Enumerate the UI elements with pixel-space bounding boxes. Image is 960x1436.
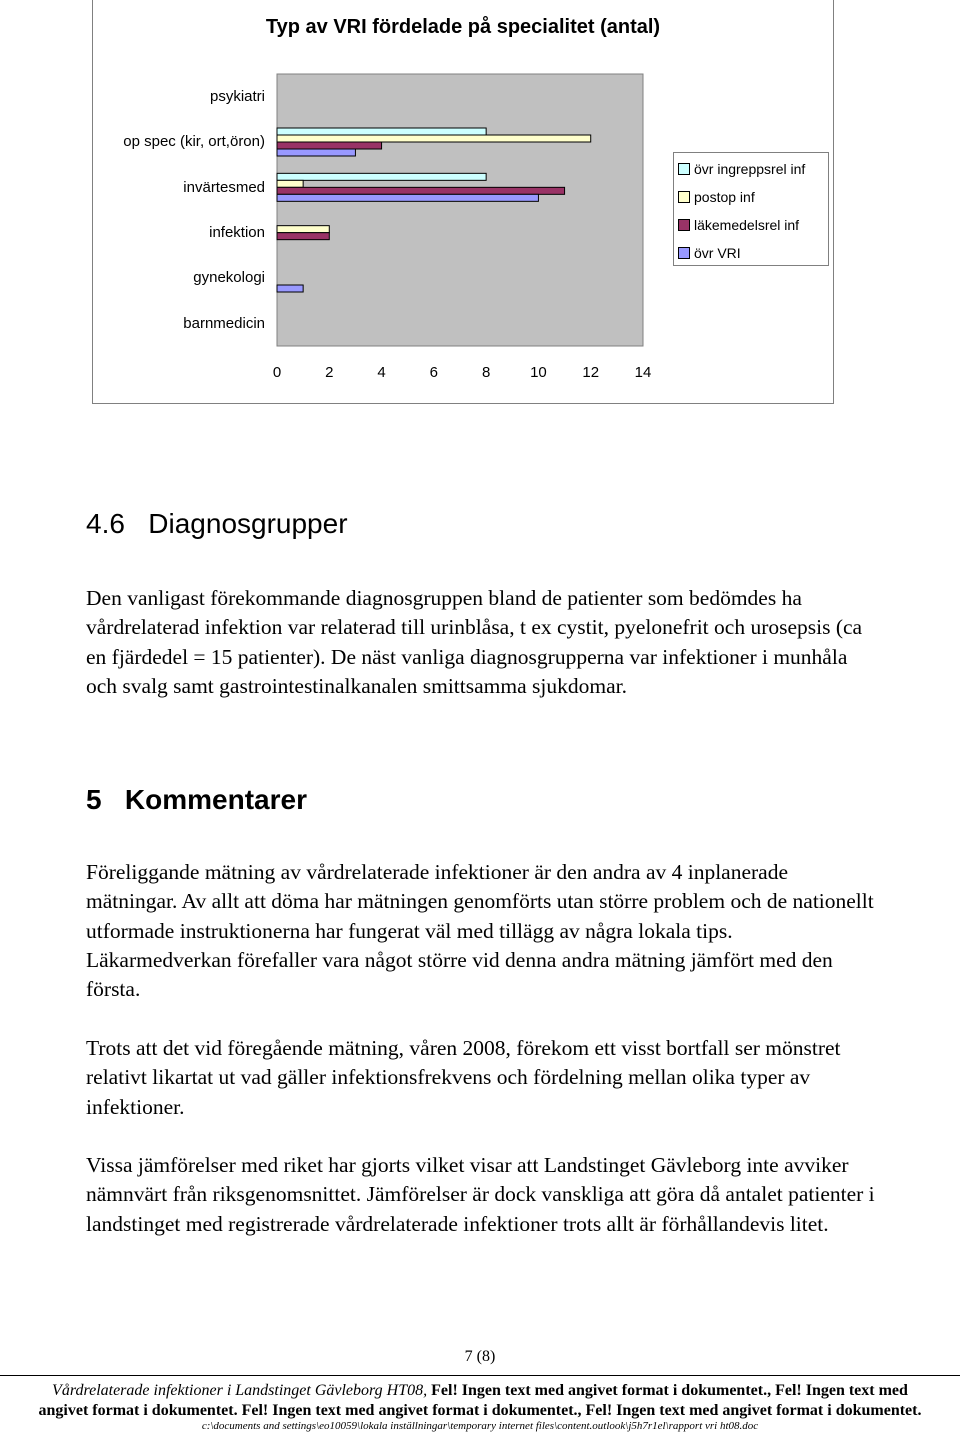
- legend-swatch: [678, 247, 690, 259]
- category-label: psykiatri: [209, 88, 265, 105]
- section-title: Kommentarer: [124, 784, 307, 815]
- legend-swatch: [678, 219, 690, 231]
- paragraph-kommentarer-1: Föreliggande mätning av vårdrelaterade infektioner är den andra av 4 inplanerade mätningar. Av allt att döma har mätningen genomförts utan större problem och de nationellt utformade instruktionerna har fungerat väl med tillägg av några lokala tips. Läkarmedverkan förefaller vara något större vid denna andra mätning jämfört med den första.: [86, 860, 874, 1002]
- footer-error-text-2: angivet format i dokumentet. Fel! Ingen text med angivet format i dokumentet., Fel! Ingen text med angivet format i dokumentet.: [38, 1402, 922, 1419]
- footer-document-title: Vårdrelaterade infektioner i Landstinget Gävleborg HT08,: [52, 1382, 432, 1399]
- bar-1-0: [277, 128, 486, 135]
- x-tick-label: 2: [325, 364, 334, 381]
- paragraph-kommentarer-3: Vissa jämförelser med riket har gjorts vilket visar att Landstinget Gävleborg inte avviker nämnvärt från riksgenomsnittet. Jämförelser är dock vanskliga att göra då antalet patienter i landstinget med registrerade vårdrelaterade infektioner trots allt är förhållandevis litet.: [86, 1153, 875, 1236]
- category-label: gynekologi: [193, 269, 265, 287]
- page-number: 7 (8): [464, 1348, 496, 1365]
- footer-error-text-1: Fel! Ingen text med angivet format i dokumentet., Fel! Ingen text med: [431, 1382, 908, 1399]
- x-tick-label: 14: [634, 364, 652, 381]
- footer-line-1: [0, 1382, 960, 1400]
- chart-frame: [92, 0, 834, 404]
- x-tick-label: 4: [377, 364, 386, 381]
- section-heading-kommentarer: [86, 784, 307, 816]
- paragraph-diagnosgrupper: Den vanligast förekommande diagnosgruppen bland de patienter som bedömdes ha vårdrelaterad infektion var relaterad till urinblåsa, t ex cystit, pyelonefrit och urosepsis (ca en fjärdedel = 15 patienter). De näst vanliga diagnosgrupperna var infektioner i munhåla och svalg samt gastrointestinalkanalen smittsamma sjukdomar.: [86, 586, 863, 698]
- legend-swatch: [678, 191, 690, 203]
- legend-item: [678, 245, 741, 261]
- legend-item: [678, 217, 799, 233]
- section-title: Diagnosgrupper: [148, 508, 348, 539]
- bar-1-2: [277, 142, 382, 149]
- chart-legend: [673, 152, 829, 266]
- x-tick-label: 0: [272, 364, 282, 381]
- bar-1-3: [277, 149, 355, 156]
- section-number: 5: [86, 784, 102, 815]
- category-label: op spec (kir, ort,öron): [123, 133, 265, 151]
- legend-label: postop inf: [694, 189, 755, 205]
- legend-label: övr ingreppsrel inf: [694, 161, 806, 177]
- plot-area: [277, 74, 643, 346]
- x-tick-label: 8: [481, 364, 491, 381]
- x-tick-label: 6: [429, 364, 439, 381]
- footer-file-path: c:\documents and settings\eo10059\lokala inställningar\temporary internet files\content.outlook\j5h7r1el\rapport vri ht08.doc: [201, 1420, 759, 1432]
- bar-4-3: [277, 285, 303, 292]
- category-label: infektion: [209, 224, 265, 241]
- category-label: invärtesmed: [183, 178, 265, 196]
- legend-item: [678, 161, 805, 177]
- bar-3-2: [277, 233, 329, 240]
- footer-divider: [0, 1375, 960, 1376]
- section-heading-diagnosgrupper: [86, 508, 348, 540]
- category-label: barnmedicin: [183, 314, 265, 332]
- bar-2-0: [277, 173, 486, 180]
- section-number: 4.6: [86, 508, 125, 539]
- paragraph-kommentarer-2: Trots att det vid föregående mätning, våren 2008, förekom ett visst bortfall ser mönstret relativt likartat ut vad gäller infektionsfrekvens och fördelning mellan olika typer av infektioner.: [86, 1036, 841, 1119]
- bar-2-2: [277, 187, 565, 194]
- legend-item: [678, 189, 755, 205]
- legend-label: läkemedelsrel inf: [694, 217, 800, 233]
- legend-swatch: [678, 163, 690, 175]
- x-tick-label: 10: [530, 364, 547, 381]
- bar-2-1: [277, 180, 303, 187]
- footer-line-2: [0, 1402, 960, 1420]
- bar-3-1: [277, 226, 329, 233]
- bar-1-1: [277, 135, 591, 142]
- bar-2-3: [277, 194, 538, 201]
- x-tick-label: 12: [582, 364, 600, 381]
- legend-label: övr VRI: [694, 245, 741, 261]
- chart-title: Typ av VRI fördelade på specialitet (antal): [265, 16, 661, 38]
